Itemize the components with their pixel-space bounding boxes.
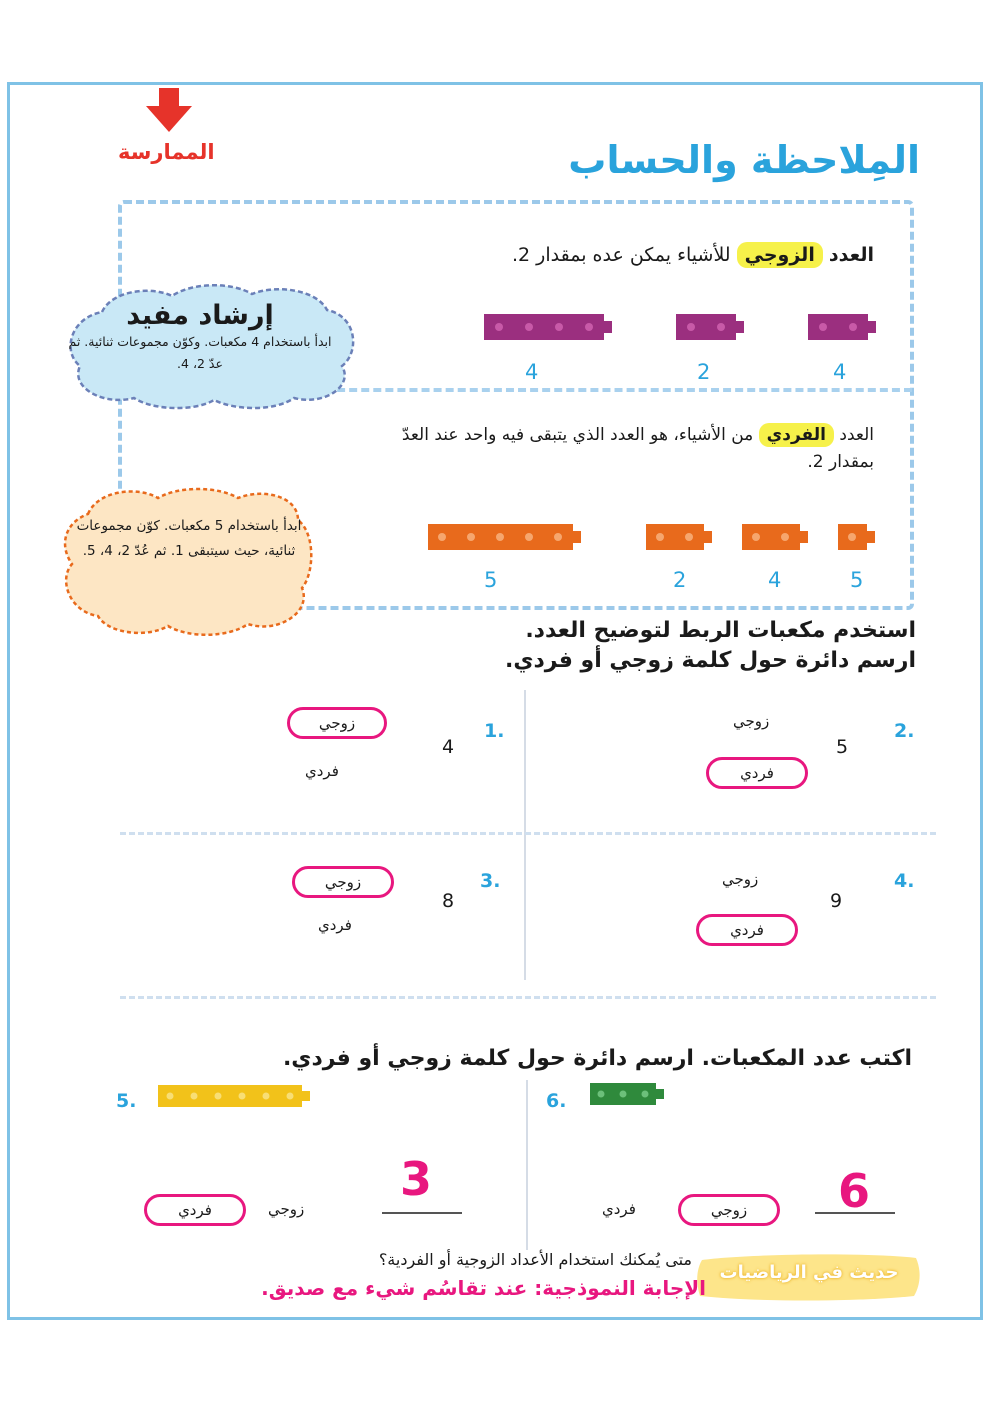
purple-cube-train-4: [484, 314, 612, 340]
exercise-5-answer[interactable]: 3: [400, 1152, 433, 1206]
orange-cube-train-2a: [646, 524, 712, 550]
exercise-6-odd-option[interactable]: فردي: [602, 1200, 636, 1218]
orange-cube-train-2b: [742, 524, 808, 550]
exercise-5-even-option[interactable]: زوجي: [268, 1200, 305, 1218]
tip2-body: ابدأ باستخدام 5 مكعبات. كوّن مجموعات ثنائية، حيث سيتبقى 1. ثم عُدّ 2، 4، 5.: [76, 518, 302, 559]
math-talk-badge: حديث في الرياضيات: [719, 1262, 899, 1283]
odd-count-3: 4: [768, 568, 782, 592]
exercise-3-value: 8: [442, 890, 455, 912]
odd-definition: [364, 422, 874, 476]
exercise-6-answer[interactable]: 6: [838, 1164, 871, 1218]
exercise-1-number: 1.: [484, 720, 505, 742]
even-definition: [512, 244, 874, 266]
tip-body: ابدأ باستخدام 4 مكعبات. وكوّن مجموعات ثنائية. ثم عدّ 2، 4.: [68, 334, 332, 371]
even-suffix: للأشياء يمكن عده بمقدار 2.: [511, 244, 731, 266]
exercise-2-even-option[interactable]: زوجي: [733, 712, 770, 730]
odd-count-4: 5: [850, 568, 864, 592]
exercise-grid-vertical: [524, 690, 526, 980]
even-cube-trains: [480, 310, 880, 344]
exercise-3-number: 3.: [480, 870, 501, 892]
down-arrow-icon: [142, 88, 196, 134]
exercise-3-even-option[interactable]: زوجي: [292, 866, 394, 898]
even-count-3: 4: [833, 360, 847, 384]
exercise-6-even-option[interactable]: زوجي: [678, 1194, 780, 1226]
exercise-1-value: 4: [442, 736, 455, 758]
odd-cube-trains: [426, 520, 886, 554]
page-title: المِلاحظة والحساب: [568, 138, 920, 182]
exercise-4-odd-option[interactable]: فردي: [696, 914, 798, 946]
exercise-4-number: 4.: [894, 870, 915, 892]
exercise-section-divider: [120, 996, 936, 999]
purple-cube-train-2a: [676, 314, 744, 340]
exercise-4-even-option[interactable]: زوجي: [722, 870, 759, 888]
exercise-6-answer-line: [815, 1212, 895, 1214]
odd-count-1: 5: [484, 568, 498, 592]
exercise-grid-horizontal: [120, 832, 936, 835]
math-talk-question: متى يُمكنك استخدام الأعداد الزوجية أو الفردية؟: [378, 1250, 692, 1269]
odd-prefix: العدد: [839, 425, 874, 445]
exercise-6-number: 6.: [546, 1090, 567, 1112]
even-keyword: الزوجي: [737, 242, 823, 268]
exercise-5-answer-line: [382, 1212, 462, 1214]
practice-label: الممارسة: [118, 140, 215, 164]
exercise-5-odd-option[interactable]: فردي: [144, 1194, 246, 1226]
orange-cube-single: [838, 524, 875, 550]
exercise-2-number: 2.: [894, 720, 915, 742]
instruction-line-3: اكتب عدد المكعبات. ارسم دائرة حول كلمة زوجي أو فردي.: [282, 1046, 912, 1071]
even-count-2: 2: [697, 360, 711, 384]
tip-title: إرشاد مفيد: [126, 300, 274, 331]
exercise-2-value: 5: [836, 736, 849, 758]
odd-keyword: الفردي: [759, 423, 834, 447]
exercise-3-odd-option[interactable]: فردي: [318, 916, 352, 934]
exercise-2-odd-option[interactable]: فردي: [706, 757, 808, 789]
exercise-6-cubes: [588, 1080, 668, 1108]
even-prefix: العدد: [828, 244, 874, 266]
math-talk-answer: الإجابة النموذجية: عند تقاسُم شيء مع صديق.: [261, 1276, 706, 1300]
even-count-1: 4: [525, 360, 539, 384]
instruction-line-1: استخدم مكعبات الربط لتوضيح العدد.: [525, 618, 916, 643]
instruction-line-2: ارسم دائرة حول كلمة زوجي أو فردي.: [505, 648, 916, 673]
exercise-1-odd-option[interactable]: فردي: [305, 762, 339, 780]
purple-cube-train-2b: [808, 314, 876, 340]
exercise-1-even-option[interactable]: زوجي: [287, 707, 387, 739]
exercise-4-value: 9: [830, 890, 843, 912]
odd-count-2: 2: [673, 568, 687, 592]
exercise-5-cubes: [156, 1082, 316, 1110]
counting-grid-vertical: [526, 1080, 528, 1250]
orange-cube-train-5: [428, 524, 581, 550]
tip-content: [60, 300, 340, 375]
odd-suffix: من الأشياء، هو العدد الذي يتبقى فيه واحد عند العدّ بمقدار 2.: [401, 425, 874, 472]
exercise-5-number: 5.: [116, 1090, 137, 1112]
